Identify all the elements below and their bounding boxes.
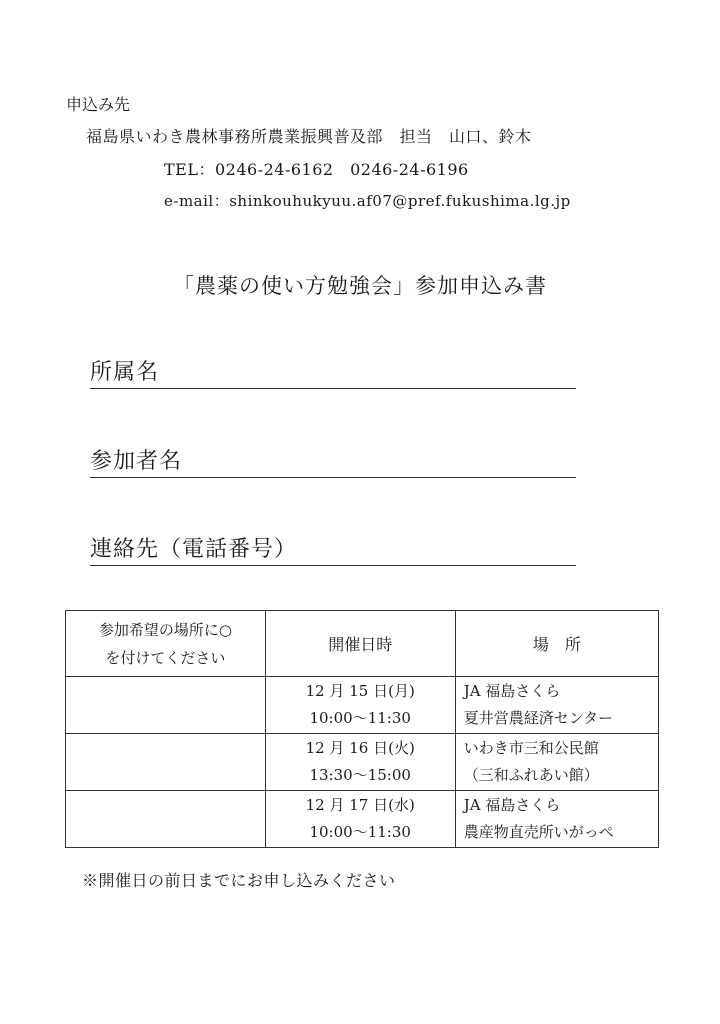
header-datetime: 開催日時	[265, 611, 455, 677]
participant-field[interactable]	[90, 444, 576, 478]
affiliation-label: 所属名	[90, 360, 160, 385]
date-text: 12 月 17 日(水)	[305, 796, 415, 814]
place-line1: JA 福島さくら	[463, 682, 561, 700]
header-choice	[66, 611, 266, 677]
table-row	[66, 791, 659, 848]
place-line2: 夏井営農経済センター	[463, 709, 614, 727]
place-cell	[455, 791, 658, 848]
place-line2: 農産物直売所いがっぺ	[463, 823, 614, 841]
form-title: 「農薬の使い方勉強会」参加申込み書	[173, 274, 547, 298]
table-row	[66, 677, 659, 734]
header-choice-line1: 参加希望の場所に○	[98, 620, 232, 639]
participant-label: 参加者名	[90, 449, 183, 474]
contact-label: 申込み先	[66, 95, 131, 114]
date-text: 12 月 15 日(月)	[305, 682, 415, 700]
place-line1: いわき市三和公民館	[463, 739, 599, 757]
table-header-row	[66, 611, 659, 677]
contact-phone-field[interactable]	[90, 532, 576, 566]
choice-cell[interactable]	[66, 791, 266, 848]
datetime-cell	[265, 734, 455, 791]
place-line2: （三和ふれあい館）	[463, 766, 599, 784]
place-cell	[455, 734, 658, 791]
place-cell	[455, 677, 658, 734]
time-text: 13:30～15:00	[309, 766, 411, 784]
table-row	[66, 734, 659, 791]
time-text: 10:00～11:30	[309, 709, 411, 727]
contact-email: e-mail：shinkouhukyuu.af07@pref.fukushima.lg.jp	[164, 192, 571, 210]
header-place: 場 所	[455, 611, 658, 677]
datetime-cell	[265, 791, 455, 848]
choice-cell[interactable]	[66, 734, 266, 791]
time-text: 10:00～11:30	[309, 823, 411, 841]
affiliation-field[interactable]	[90, 355, 576, 389]
contact-phone-label: 連絡先（電話番号）	[90, 537, 298, 562]
contact-tel: TEL：0246-24-6162 0246-24-6196	[164, 160, 469, 179]
place-line1: JA 福島さくら	[463, 796, 561, 814]
contact-office: 福島県いわき農林事務所農業振興普及部 担当 山口、鈴木	[86, 127, 532, 146]
datetime-cell	[265, 677, 455, 734]
deadline-note: ※開催日の前日までにお申し込みください	[82, 871, 396, 890]
schedule-table	[65, 610, 659, 848]
choice-cell[interactable]	[66, 677, 266, 734]
date-text: 12 月 16 日(火)	[305, 739, 415, 757]
header-choice-line2: を付けてください	[105, 648, 226, 667]
